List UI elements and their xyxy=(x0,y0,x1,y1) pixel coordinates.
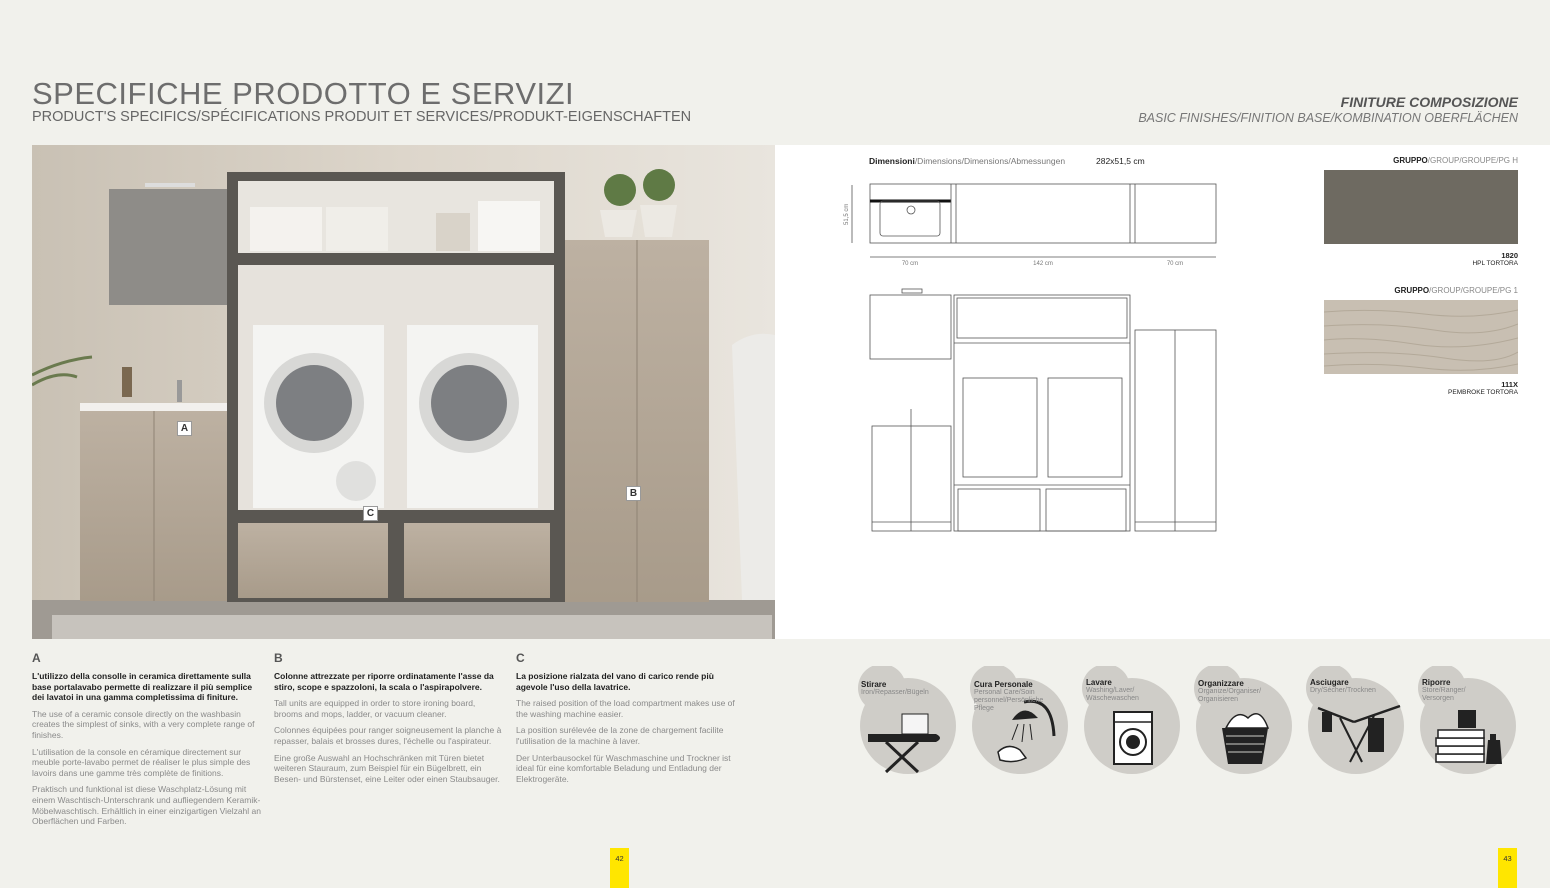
description-letter: A xyxy=(32,651,41,665)
finish-group-code: H xyxy=(1510,156,1518,165)
finish-group-translations: /GROUP/GROUPE/PG xyxy=(1427,156,1510,165)
service-drying xyxy=(1304,666,1404,776)
service-subtitle: Washing/Laver/ Wäschewaschen xyxy=(1086,687,1139,702)
service-subtitle: Dry/Sécher/Trocknen xyxy=(1310,687,1376,694)
service-title: Cura Personale xyxy=(974,680,1033,689)
page-number-left: 42 xyxy=(610,848,629,888)
dimensions-label-bold: Dimensioni xyxy=(869,156,915,166)
description-letter: B xyxy=(274,651,283,665)
description-french: La position surélevée de la zone de chargement facilite l'utilisation de la machine à laver. xyxy=(516,725,724,746)
dimensions-label xyxy=(869,156,1065,166)
width-dimension-center: 142 cm xyxy=(1033,261,1053,267)
service-title: Organizzare xyxy=(1198,679,1244,688)
finish-group-label xyxy=(1394,286,1518,295)
service-subtitle: Personal Care/Soin personnel/Persönliche Pflege xyxy=(974,689,1044,712)
finish-name: HPL TORTORA xyxy=(1472,260,1518,267)
width-dimension-left: 70 cm xyxy=(901,261,919,267)
finishes-title: FINITURE COMPOSIZIONE xyxy=(1340,94,1518,110)
composition-drawing xyxy=(840,175,1230,540)
finish-group-bold: GRUPPO xyxy=(1394,286,1430,295)
depth-dimension: 51,5 cm xyxy=(844,203,850,225)
service-subtitle: Store/Ranger/ Versorgen xyxy=(1422,687,1466,702)
label-badge-a: A xyxy=(177,421,192,436)
label-badge-c: C xyxy=(363,506,378,521)
description-german: Eine große Auswahl an Hochschränken mit Türen bietet weiteren Stauraum, zum Beispiel für ein Bügelbrett, ein Besen- und Bürstenset, eine Leiter oder einen Staubsauger. xyxy=(274,752,500,784)
description-english: The raised position of the load compartment makes use of the washing machine easier. xyxy=(516,698,735,719)
service-storing xyxy=(1416,666,1516,776)
description-b xyxy=(274,651,504,784)
page-number-right: 43 xyxy=(1498,848,1517,888)
service-title: Stirare xyxy=(861,680,887,689)
service-subtitle: Iron/Repasser/Bügeln xyxy=(861,689,929,696)
description-italian: La posizione rialzata del vano di carico rende più agevole l'uso della lavatrice. xyxy=(516,671,714,692)
finish-name: PEMBROKE TORTORA xyxy=(1448,389,1518,396)
finish-code: 111X xyxy=(1501,380,1518,389)
finishes-subtitle: BASIC FINISHES/FINITION BASE/KOMBINATION OBERFLÄCHEN xyxy=(1138,111,1518,125)
width-dimension-right: 70 cm xyxy=(1166,261,1184,267)
service-subtitle: Organize/Organiser/ Organisieren xyxy=(1198,688,1262,703)
service-title: Riporre xyxy=(1422,678,1451,687)
service-washing xyxy=(1080,666,1180,776)
dimensions-value: 282x51,5 cm xyxy=(1096,156,1145,166)
description-italian: L'utilizzo della consolle in ceramica direttamente sulla base portalavabo permette di realizzare il più semplice dei lavatoi in una gamma completissima di finiture. xyxy=(32,671,253,703)
dimensions-label-translations: /Dimensions/Dimensions/Abmessungen xyxy=(914,156,1066,166)
service-title: Lavare xyxy=(1086,678,1112,687)
description-letter: C xyxy=(516,651,525,665)
description-german: Praktisch und funktional ist diese Waschplatz-Lösung mit einem Waschtisch-Unterschrank und aufliegendem Keramik-Möbelwaschtisch. Erhältlich in einer einzigartigen Vielzahl an Oberflächen und Farben. xyxy=(32,784,261,827)
finish-group-label xyxy=(1393,156,1518,165)
description-french: L'utilisation de la console en céramique directement sur meuble porte-lavabo permet de réaliser le plus simple des lavoirs dans une gamme très complète de finitions. xyxy=(32,746,251,778)
description-c xyxy=(516,651,746,784)
finish-code: 1820 xyxy=(1501,251,1518,260)
description-french: Colonnes équipées pour ranger soigneusement la planche à repasser, balais et brosses dures, l'échelle ou l'aspirateur. xyxy=(274,725,502,746)
page-title: SPECIFICHE PRODOTTO E SERVIZI xyxy=(32,76,575,111)
description-english: Tall units are equipped in order to store ironing board, brooms and mops, ladder, or vacuum cleaner. xyxy=(274,698,476,719)
laundry-room-photo xyxy=(32,145,775,639)
finish-group-code: 1 xyxy=(1511,286,1518,295)
description-english: The use of a ceramic console directly on the washbasin creates the simplest of sinks, with a very complete range of finishes. xyxy=(32,708,255,740)
washing-machine-icon xyxy=(1114,712,1152,764)
description-a xyxy=(32,651,262,827)
service-organizing xyxy=(1192,666,1292,776)
label-badge-b: B xyxy=(626,486,641,501)
service-personal-care xyxy=(968,666,1068,776)
service-title: Asciugare xyxy=(1310,678,1349,687)
page-subtitle: PRODUCT'S SPECIFICS/SPÉCIFICATIONS PRODUIT ET SERVICES/PRODUKT-EIGENSCHAFTEN xyxy=(32,109,692,125)
finish-swatch-hpl-tortora xyxy=(1324,170,1518,244)
finish-swatch-pembroke-tortora xyxy=(1324,300,1518,374)
finish-group-bold: GRUPPO xyxy=(1393,156,1428,165)
description-german: Der Unterbausockel für Waschmaschine und Trockner ist ideal für eine komfortable Beladung und Entladung der Elektrogeräte. xyxy=(516,752,731,784)
service-ironing xyxy=(856,666,956,776)
finish-group-translations: /GROUP/GROUPE/PG xyxy=(1429,286,1512,295)
description-italian: Colonne attrezzate per riporre ordinatamente l'asse da stiro, scope e spazzoloni, la scala o l'aspirapolvere. xyxy=(274,671,494,692)
